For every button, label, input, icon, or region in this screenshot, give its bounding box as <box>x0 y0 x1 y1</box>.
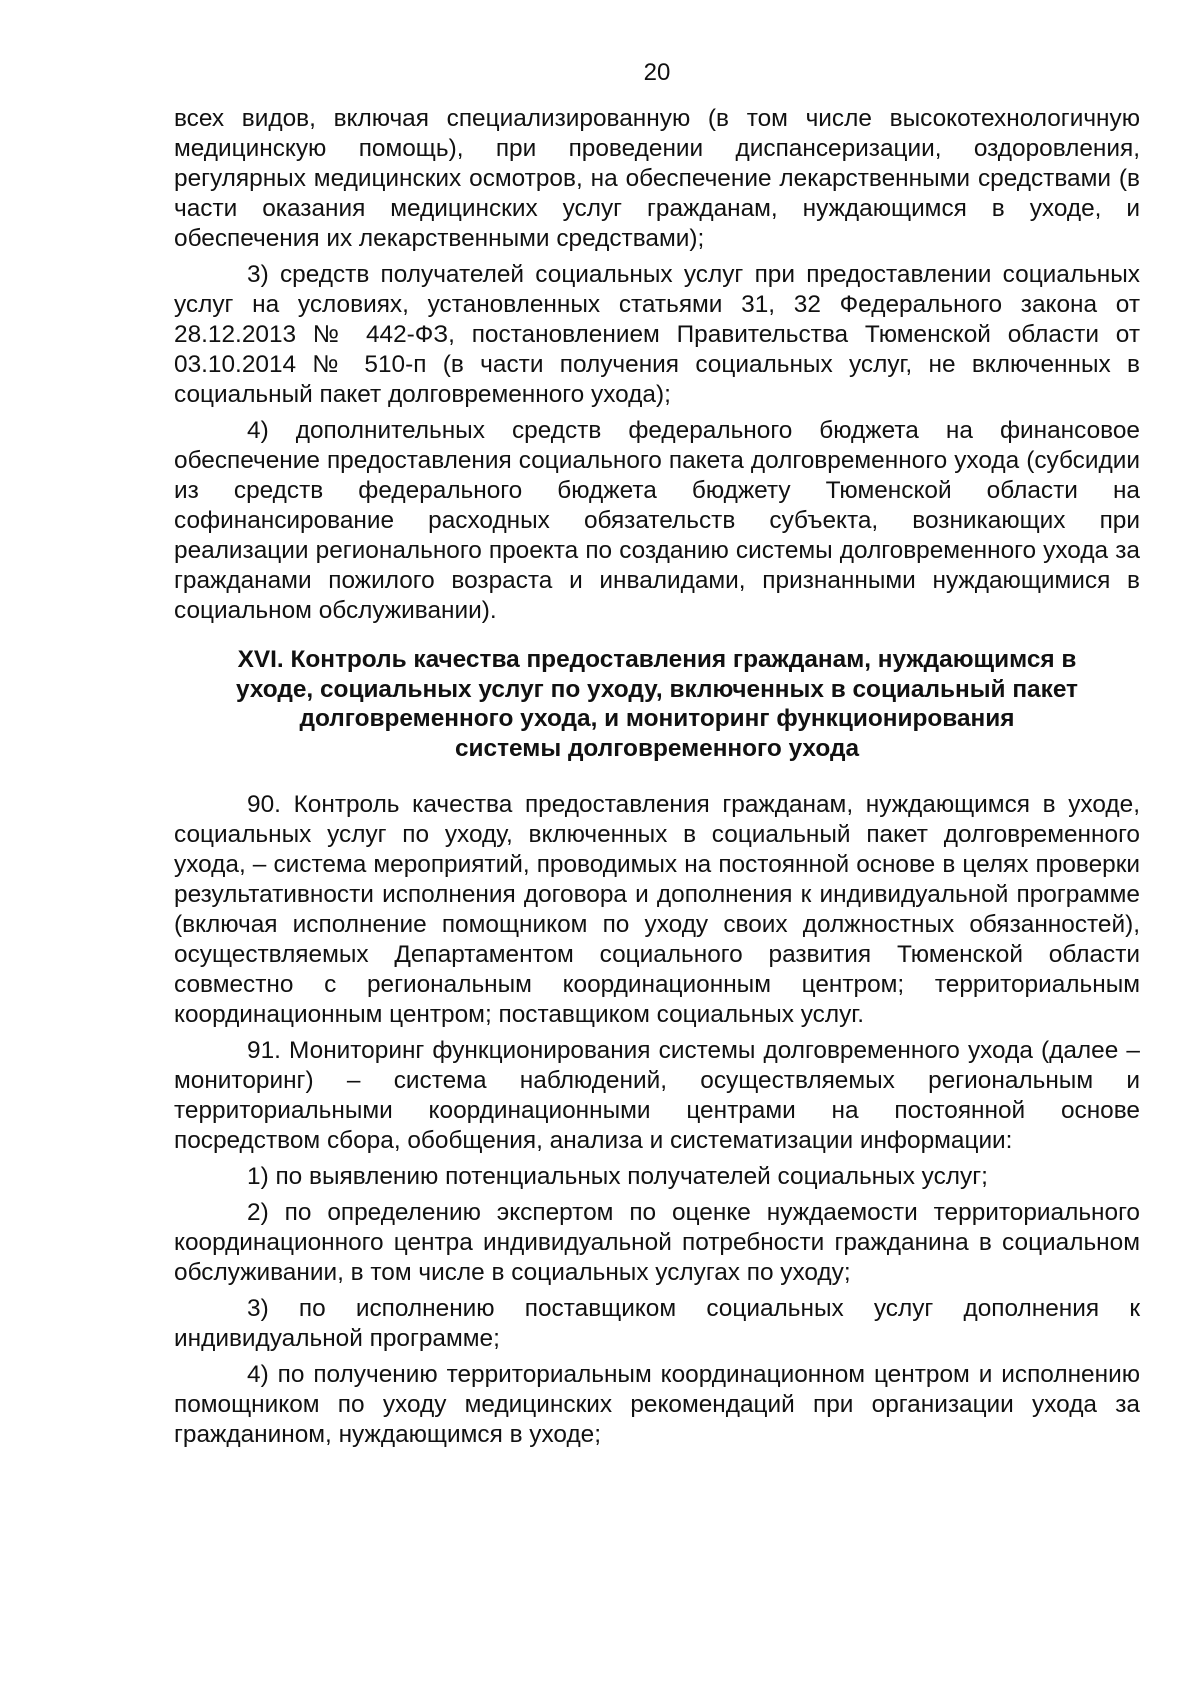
section-heading-line-2: уходе, социальных услуг по уходу, включенных в социальный пакет <box>235 675 1079 703</box>
paragraph-item-3: 3) средств получателей социальных услуг при предоставлении социальных услуг на условиях, установленных статьями 31, 32 Федерального закона от 28.12.2013 № 442-ФЗ, постановлением Правительства Тюменской области от 03.10.2014 № 510-п (в части получения социальных услуг, не включенных в социальный пакет долговременного ухода); <box>174 261 1140 408</box>
paragraph-91-item-4: 4) по получению территориальным координационном центром и исполнению помощником по уходу медицинских рекомендаций при организации ухода за гражданином, нуждающимся в уходе; <box>174 1361 1140 1448</box>
paragraph-90: 90. Контроль качества предоставления гражданам, нуждающимся в уходе, социальных услуг по уходу, включенных в социальный пакет долговременного ухода, – система мероприятий, проводимых на постоянной основе в целях проверки результативности исполнения договора и дополнения к индивидуальной программе (включая исполнение помощником по уходу своих должностных обязанностей), осуществляемых Департаментом социального развития Тюменской области совместно с региональным координационным центром; территориальным координационным центром; поставщиком социальных услуг. <box>174 791 1140 1028</box>
section-heading-line-3: долговременного ухода, и мониторинг функционирования <box>299 705 1015 732</box>
section-heading-line-1: XVI. Контроль качества предоставления гражданам, нуждающимся в <box>237 646 1077 673</box>
paragraph-91: 91. Мониторинг функционирования системы долговременного ухода (далее – мониторинг) – система наблюдений, осуществляемых региональным и территориальными координационными центрами на постоянной основе посредством сбора, обобщения, анализа и систематизации информации: <box>174 1037 1140 1154</box>
section-heading-line-4: системы долговременного ухода <box>454 734 860 762</box>
section-text-block <box>174 790 1140 1456</box>
paragraph-91-item-1: 1) по выявлению потенциальных получателей социальных услуг; <box>247 1163 988 1190</box>
section-xvi-heading <box>174 645 1140 763</box>
section-heading <box>174 645 1140 763</box>
paragraph-91-item-3: 3) по исполнению поставщиком социальных услуг дополнения к индивидуальной программе; <box>174 1295 1140 1352</box>
paragraph-91-item-2: 2) по определению экспертом по оценке нуждаемости территориального координационного центра индивидуальной потребности гражданина в социальном обслуживании, в том числе в социальных услугах по уходу; <box>174 1199 1140 1286</box>
top-text-block <box>174 104 1140 632</box>
paragraph-continuation: всех видов, включая специализированную (в том числе высокотехнологичную медицинскую помощь), при проведении диспансеризации, оздоровления, регулярных медицинских осмотров, на обеспечение лекарственными средствами (в части оказания медицинских услуг гражданам, нуждающимся в уходе, и обеспечения их лекарственными средствами); <box>174 105 1140 252</box>
paragraph-item-4: 4) дополнительных средств федерального бюджета на финансовое обеспечение предоставления социального пакета долговременного ухода (субсидии из средств федерального бюджета бюджету Тюменской области на софинансирование расходных обязательств субъекта, возникающих при реализации регионального проекта по созданию системы долговременного ухода за гражданами пожилого возраста и инвалидами, признанными нуждающимися в социальном обслуживании). <box>174 417 1140 624</box>
page-number: 20 <box>643 59 671 86</box>
